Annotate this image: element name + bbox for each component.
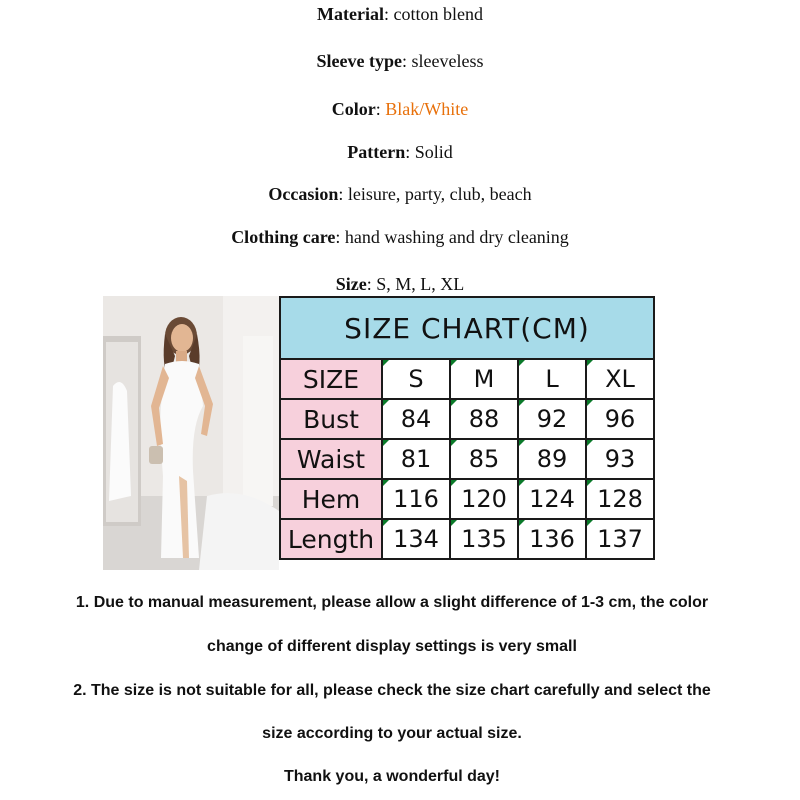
- spec-pattern-value: Solid: [414, 142, 453, 162]
- table-cell: 128: [586, 479, 654, 519]
- note-1-line-2: change of different display settings is very small: [207, 638, 577, 655]
- table-cell: 124: [518, 479, 586, 519]
- size-chart-table: [279, 296, 655, 560]
- header-col: L: [518, 359, 586, 399]
- note-1-line-1: 1. Due to manual measurement, please allow a slight difference of 1-3 cm, the color: [75, 594, 709, 611]
- spec-occasion-label: Occasion: [268, 184, 339, 204]
- spec-material-label: Material: [317, 4, 384, 24]
- spec-care-label: Clothing care: [231, 227, 336, 247]
- spec-pattern: Pattern: Solid: [347, 142, 453, 162]
- spec-color-label: Color: [331, 99, 376, 119]
- thanks-message: Thank you, a wonderful day!: [283, 768, 501, 785]
- table-cell: 120: [450, 479, 518, 519]
- header-label: SIZE: [280, 359, 382, 399]
- spec-color-value: Blak/White: [385, 99, 469, 119]
- product-photo: [103, 296, 279, 570]
- header-col: S: [382, 359, 450, 399]
- table-cell: 92: [518, 399, 586, 439]
- spec-sleeve: Sleeve type: sleeveless: [316, 51, 484, 71]
- row-label-length: Length: [280, 519, 382, 559]
- spec-care: Clothing care: hand washing and dry cleaning: [231, 227, 569, 247]
- table-cell: 134: [382, 519, 450, 559]
- table-row: [280, 399, 654, 439]
- product-photo-illustration: [103, 296, 279, 570]
- spec-size-value: S, M, L, XL: [376, 274, 465, 294]
- spec-color: Color: Blak/White: [331, 99, 469, 119]
- table-cell: 135: [450, 519, 518, 559]
- spec-sleeve-label: Sleeve type: [316, 51, 402, 71]
- table-cell: 116: [382, 479, 450, 519]
- table-cell: 88: [450, 399, 518, 439]
- table-cell: 81: [382, 439, 450, 479]
- header-col: M: [450, 359, 518, 399]
- table-cell: 85: [450, 439, 518, 479]
- table-row: [280, 479, 654, 519]
- table-cell: 137: [586, 519, 654, 559]
- size-chart-title: SIZE CHART(CM): [280, 297, 654, 359]
- row-label-waist: Waist: [280, 439, 382, 479]
- table-cell: 96: [586, 399, 654, 439]
- spec-size-label: Size: [335, 274, 367, 294]
- note-2-line-1: 2. The size is not suitable for all, please check the size chart carefully and select the: [73, 682, 711, 699]
- row-label-hem: Hem: [280, 479, 382, 519]
- spec-pattern-label: Pattern: [347, 142, 406, 162]
- spec-material: Material: cotton blend: [317, 4, 483, 24]
- table-row: [280, 519, 654, 559]
- spec-occasion: Occasion: leisure, party, club, beach: [268, 184, 532, 204]
- table-cell: 136: [518, 519, 586, 559]
- table-cell: 84: [382, 399, 450, 439]
- table-row: [280, 439, 654, 479]
- size-chart-header-row: [280, 359, 654, 399]
- table-cell: 93: [586, 439, 654, 479]
- header-col: XL: [586, 359, 654, 399]
- spec-care-value: hand washing and dry cleaning: [344, 227, 569, 247]
- row-label-bust: Bust: [280, 399, 382, 439]
- table-cell: 89: [518, 439, 586, 479]
- spec-sleeve-value: sleeveless: [411, 51, 484, 71]
- note-2-line-2: size according to your actual size.: [262, 725, 522, 742]
- spec-material-value: cotton blend: [393, 4, 483, 24]
- spec-occasion-value: leisure, party, club, beach: [347, 184, 532, 204]
- spec-size: Size: S, M, L, XL: [335, 274, 465, 294]
